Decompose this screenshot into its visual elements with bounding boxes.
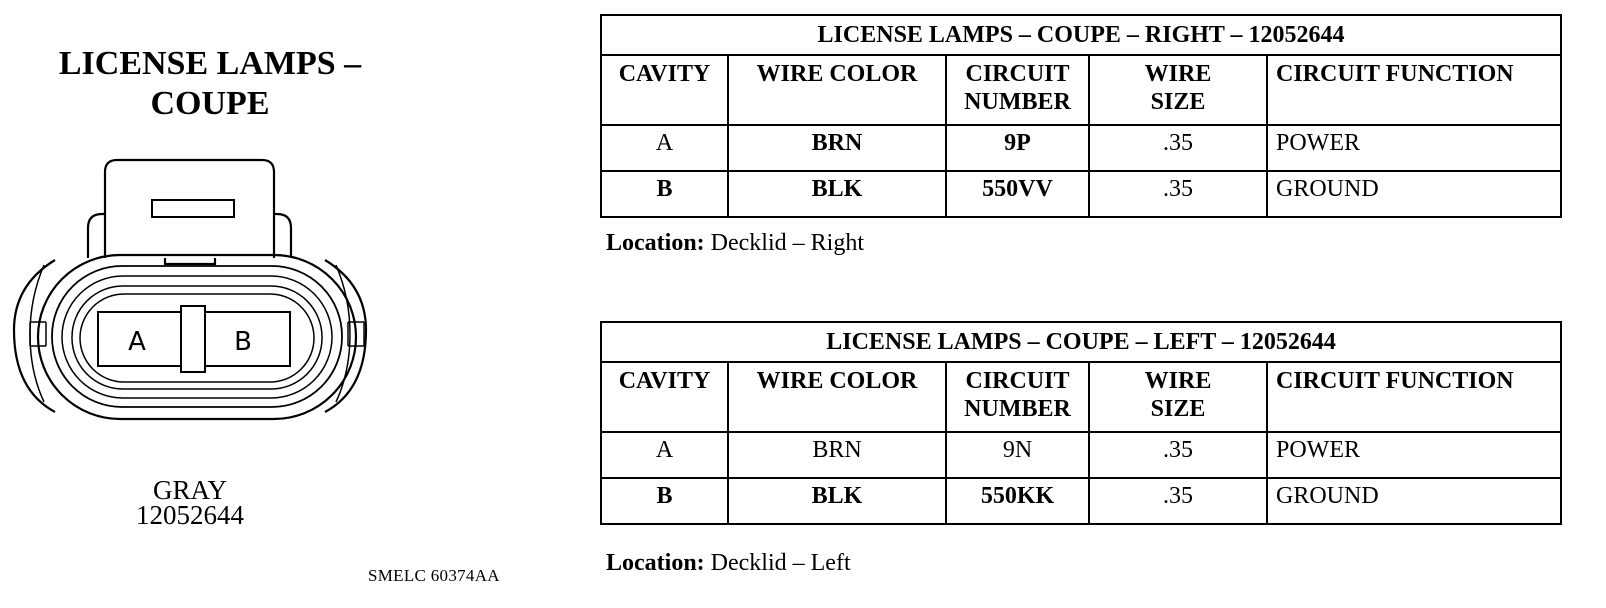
header-circuit-number-line2: NUMBER bbox=[964, 396, 1071, 422]
connector-part-number: 12052644 bbox=[136, 500, 244, 530]
cell-wire-color: BLK bbox=[728, 171, 946, 217]
header-wire-size-line1: WIRE bbox=[1144, 368, 1212, 394]
header-cavity: CAVITY bbox=[601, 55, 728, 125]
header-wire-size-line2: SIZE bbox=[1150, 89, 1206, 115]
table-header-row bbox=[601, 55, 1561, 125]
header-circuit-function: CIRCUIT FUNCTION bbox=[1267, 362, 1561, 432]
table-row bbox=[601, 478, 1561, 524]
pinout-table-right bbox=[600, 14, 1562, 218]
header-wire-color: WIRE COLOR bbox=[728, 55, 946, 125]
cell-cavity: A bbox=[601, 125, 728, 171]
connector-title-line2: COUPE bbox=[150, 85, 270, 122]
header-wire-size-line2: SIZE bbox=[1150, 396, 1206, 422]
header-wire-size-line1: WIRE bbox=[1144, 61, 1212, 87]
connector-face-illustration bbox=[0, 150, 400, 440]
cell-circuit-function: POWER bbox=[1267, 125, 1561, 171]
location-label: Location: bbox=[606, 550, 705, 576]
header-circuit-number-line2: NUMBER bbox=[964, 89, 1071, 115]
header-wire-color: WIRE COLOR bbox=[728, 362, 946, 432]
cell-circuit-function: GROUND bbox=[1267, 171, 1561, 217]
connector-title bbox=[20, 44, 400, 124]
header-circuit-number-line1: CIRCUIT bbox=[965, 368, 1070, 394]
cell-wire-color: BRN bbox=[728, 125, 946, 171]
header-wire-size bbox=[1089, 362, 1267, 432]
location-right bbox=[606, 230, 864, 257]
table-row bbox=[601, 432, 1561, 478]
cell-wire-color: BLK bbox=[728, 478, 946, 524]
connector-title-line1: LICENSE LAMPS – bbox=[58, 45, 362, 82]
figure-code: SMELC 60374AA bbox=[368, 566, 500, 585]
cavity-a-label: A bbox=[128, 327, 146, 357]
cell-wire-size: .35 bbox=[1089, 432, 1267, 478]
header-wire-size bbox=[1089, 55, 1267, 125]
cell-wire-color: BRN bbox=[728, 432, 946, 478]
cell-wire-size: .35 bbox=[1089, 125, 1267, 171]
pinout-table-left bbox=[600, 321, 1562, 525]
cell-wire-size: .35 bbox=[1089, 171, 1267, 217]
header-circuit-function: CIRCUIT FUNCTION bbox=[1267, 55, 1561, 125]
header-circuit-number-line1: CIRCUIT bbox=[965, 61, 1070, 87]
table-row bbox=[601, 171, 1561, 217]
cell-circuit-number: 9P bbox=[946, 125, 1089, 171]
cell-wire-size: .35 bbox=[1089, 478, 1267, 524]
table-header-row bbox=[601, 362, 1561, 432]
header-cavity: CAVITY bbox=[601, 362, 728, 432]
cell-cavity: B bbox=[601, 171, 728, 217]
location-value: Decklid – Right bbox=[710, 230, 864, 256]
table-title: LICENSE LAMPS – COUPE – RIGHT – 12052644 bbox=[601, 15, 1561, 55]
cell-circuit-number: 9N bbox=[946, 432, 1089, 478]
location-left bbox=[606, 550, 851, 577]
cell-circuit-number: 550KK bbox=[946, 478, 1089, 524]
cell-cavity: A bbox=[601, 432, 728, 478]
location-label: Location: bbox=[606, 230, 705, 256]
cell-circuit-number: 550VV bbox=[946, 171, 1089, 217]
header-circuit-number bbox=[946, 362, 1089, 432]
cell-circuit-function: GROUND bbox=[1267, 478, 1561, 524]
table-row bbox=[601, 125, 1561, 171]
table-title: LICENSE LAMPS – COUPE – LEFT – 12052644 bbox=[601, 322, 1561, 362]
location-value: Decklid – Left bbox=[710, 550, 851, 576]
header-circuit-number bbox=[946, 55, 1089, 125]
connector-color: GRAY bbox=[152, 475, 228, 505]
cavity-b-label: B bbox=[234, 327, 252, 357]
cell-cavity: B bbox=[601, 478, 728, 524]
cell-circuit-function: POWER bbox=[1267, 432, 1561, 478]
connector-caption bbox=[90, 475, 290, 530]
